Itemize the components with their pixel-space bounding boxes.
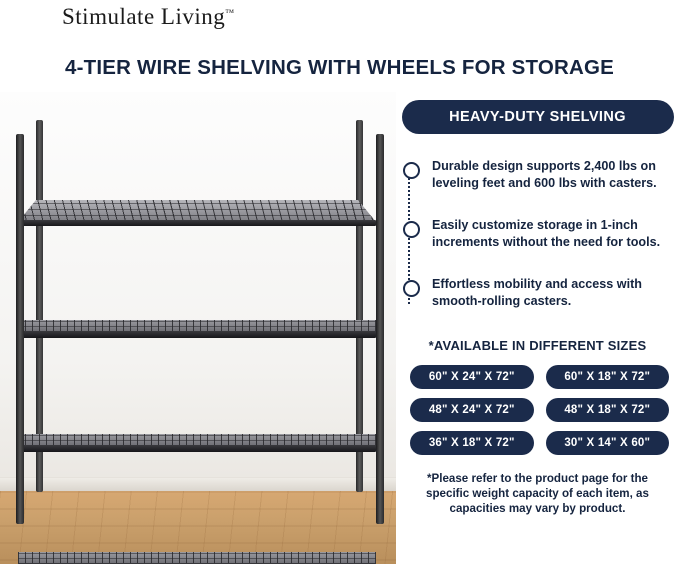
feature-item-1 [432,158,679,192]
feature-item-3 [432,276,679,310]
shelf-lip [18,331,376,338]
size-option[interactable]: 60" X 24" X 72" [410,365,534,389]
size-option[interactable]: 30" X 14" X 60" [546,431,670,455]
shelf-lip [18,445,376,452]
feature-item-2 [432,217,679,251]
size-option[interactable]: 36" X 18" X 72" [410,431,534,455]
shelf-tier-1 [18,200,376,226]
bullet-circle-icon [403,221,420,238]
info-panel [396,100,679,516]
footnote-text: *Please refer to the product page for the specific weight capacity of each item, as capacities may vary by product. [426,472,649,515]
shelf-tier-3 [18,434,376,452]
shelf-post-front-right [376,134,384,524]
brand-wordmark [62,4,234,30]
bullet-circle-icon [403,280,420,297]
size-option[interactable]: 60" X 18" X 72" [546,365,670,389]
wire-shelving-unit [0,92,396,564]
shelf-lip [18,220,376,226]
page-title: 4-TIER WIRE SHELVING WITH WHEELS FOR STORAGE [64,56,615,79]
feature-list [396,158,679,310]
feature-text: Effortless mobility and access with smooth-rolling casters. [432,277,642,308]
feature-text: Easily customize storage in 1-inch increments without the need for tools. [432,218,661,249]
brand-name: Stimulate Living [62,4,226,29]
size-option[interactable]: 48" X 18" X 72" [546,398,670,422]
shelf-tier-2 [18,320,376,338]
size-option[interactable]: 48" X 24" X 72" [410,398,534,422]
trademark-symbol: ™ [225,7,235,18]
shelf-deck [18,200,376,222]
feature-text: Durable design supports 2,400 lbs on leveling feet and 600 lbs with casters. [432,159,657,190]
size-options [396,365,679,455]
status-badge: HEAVY-DUTY SHELVING [402,100,674,134]
sizes-heading: *AVAILABLE IN DIFFERENT SIZES [428,338,647,353]
shelf-post-front-left [16,134,24,524]
shelf-tier-4 [18,552,376,564]
bullet-circle-icon [403,162,420,179]
product-image [0,92,396,564]
